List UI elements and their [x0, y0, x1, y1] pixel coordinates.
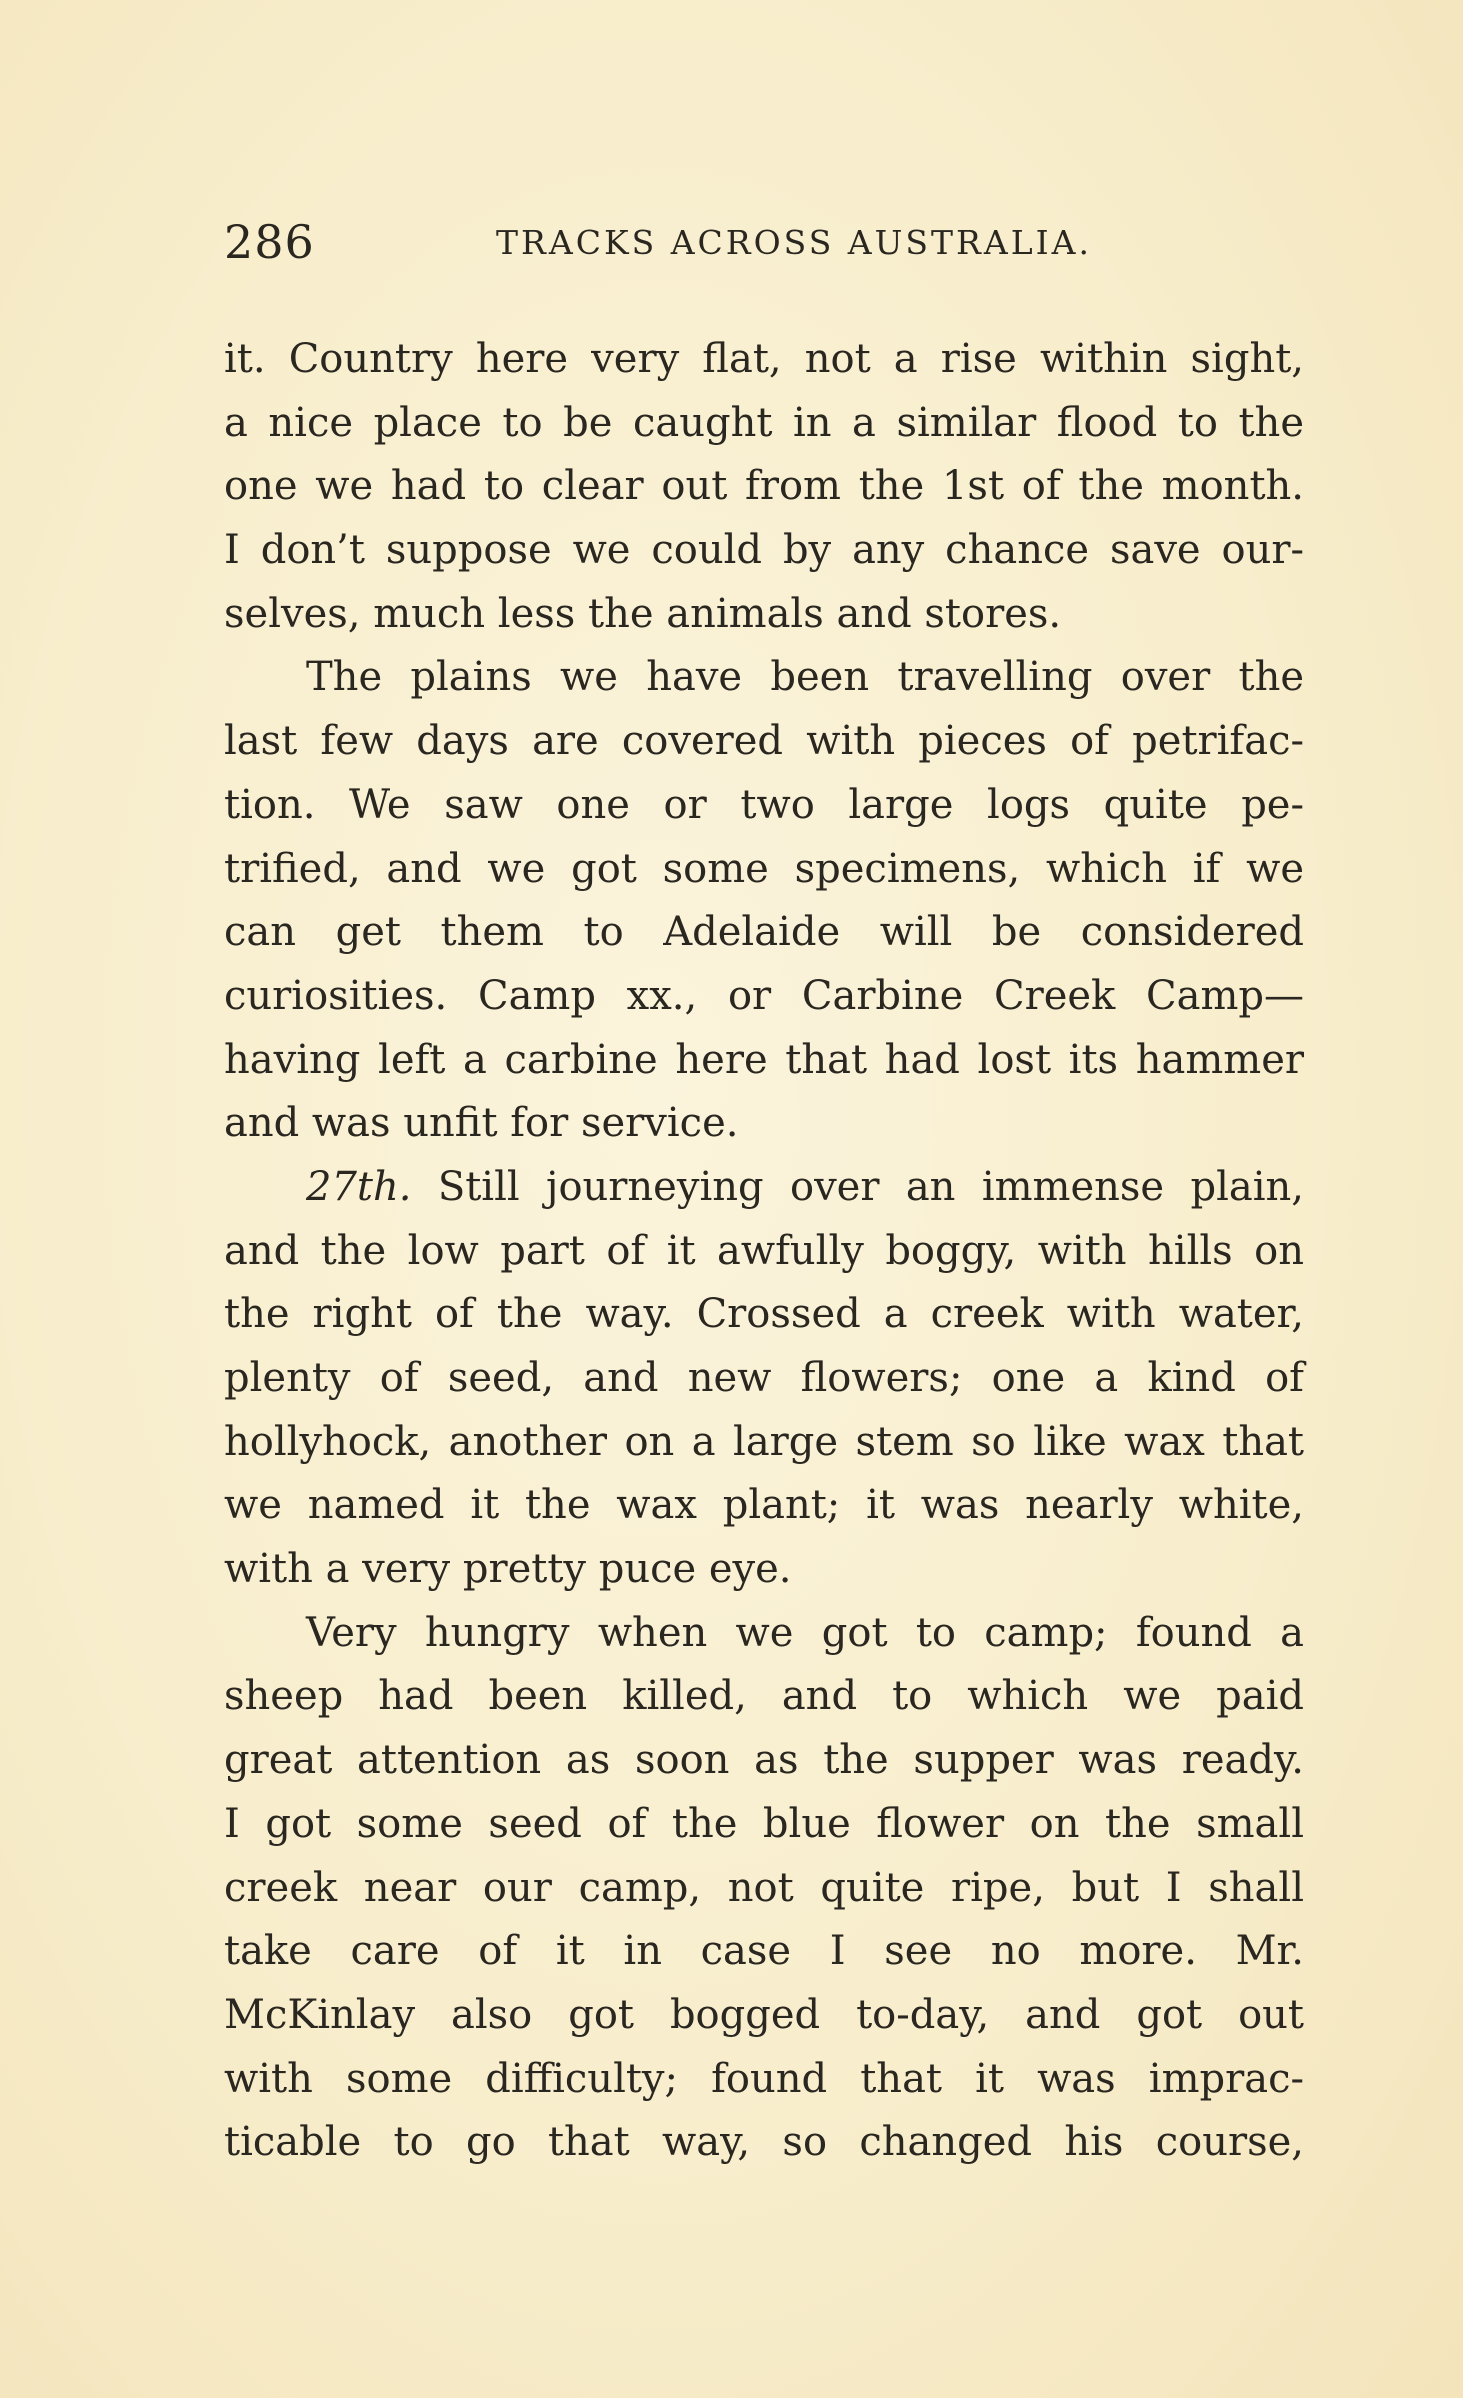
- text-line: having left a carbine here that had lost its hammer: [224, 1036, 1304, 1083]
- body-text: [224, 328, 1304, 2175]
- text-line: McKinlay also got bogged to-day, and got out: [224, 1991, 1304, 2038]
- text-line: with some difficulty; found that it was imprac-: [224, 2055, 1304, 2102]
- paragraph-start-line: Very hungry when we got to camp; found a: [306, 1609, 1304, 1656]
- text-line: last few days are covered with pieces of petrifac-: [224, 718, 1304, 765]
- text-line: with a very pretty puce eye.: [224, 1546, 792, 1593]
- text-line: we named it the wax plant; it was nearly white,: [224, 1482, 1304, 1529]
- text-line: can get them to Adelaide will be considered: [224, 909, 1304, 956]
- text-line: sheep had been killed, and to which we paid: [224, 1673, 1304, 1720]
- text-line: great attention as soon as the supper was ready.: [224, 1737, 1304, 1784]
- text-line: a nice place to be caught in a similar flood to the: [224, 399, 1304, 446]
- paragraph-start-line: The plains we have been travelling over the: [306, 654, 1304, 701]
- text-line: trified, and we got some specimens, which if we: [224, 845, 1304, 892]
- paragraph-start-line: [224, 1156, 1304, 1220]
- text-line: I got some seed of the blue flower on the small: [224, 1800, 1304, 1847]
- running-head: [224, 212, 1304, 272]
- text-line: hollyhock, another on a large stem so like wax that: [224, 1418, 1304, 1465]
- text-line: it. Country here very flat, not a rise within sight,: [224, 336, 1304, 382]
- running-title: TRACKS ACROSS AUSTRALIA.: [496, 223, 1093, 262]
- text-line: curiosities. Camp xx., or Carbine Creek Camp—: [224, 972, 1304, 1019]
- text-line: creek near our camp, not quite ripe, but I shall: [224, 1864, 1304, 1911]
- text-line: take care of it in case I see no more. Mr.: [224, 1928, 1304, 1975]
- page-number: 286: [224, 215, 315, 269]
- text-line: ticable to go that way, so changed his course,: [224, 2119, 1304, 2166]
- text-line: and the low part of it awfully boggy, with hills on: [224, 1227, 1304, 1274]
- text-span: Still journeying over an immense plain,: [437, 1163, 1304, 1210]
- text-line: selves, much less the animals and stores.: [224, 590, 1062, 637]
- date-label: 27th.: [306, 1163, 412, 1210]
- text-line: tion. We saw one or two large logs quite pe-: [224, 781, 1304, 828]
- text-line: plenty of seed, and new flowers; one a kind of: [224, 1355, 1304, 1401]
- text-line: I don’t suppose we could by any chance save our-: [224, 527, 1304, 574]
- text-line: one we had to clear out from the 1st of the month.: [224, 463, 1304, 510]
- text-line: and was unfit for service.: [224, 1100, 739, 1147]
- text-line: the right of the way. Crossed a creek with water,: [224, 1291, 1304, 1338]
